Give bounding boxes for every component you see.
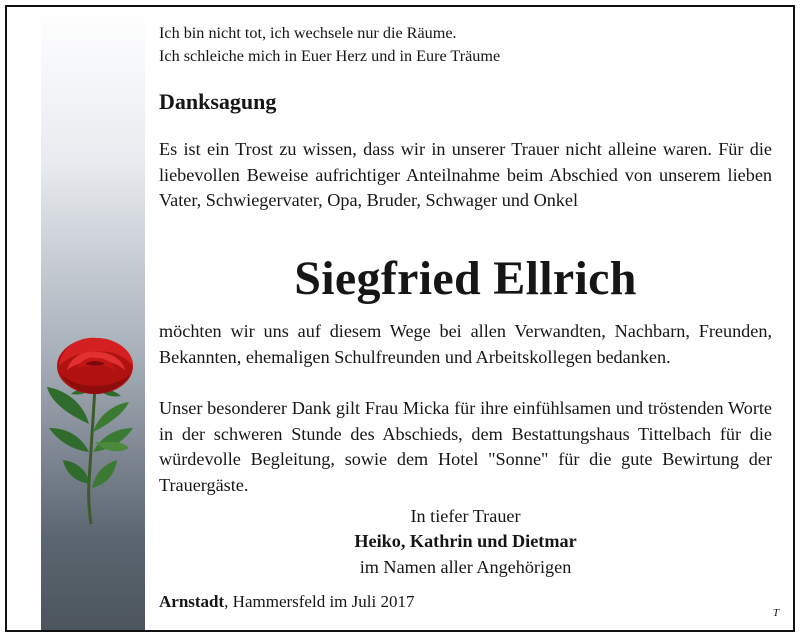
heading: Danksagung [159, 89, 277, 114]
motto-line-2: Ich schleiche mich in Euer Herz und in Eure Träume [159, 47, 501, 65]
motto [159, 22, 779, 68]
motto-line-1: Ich bin nicht tot, ich wechsele nur die Räume. [159, 24, 457, 42]
intro-paragraph: Es ist ein Trost zu wissen, dass wir in unserer Trauer nicht alleine waren. Für die liebevollen Beweise aufrichtiger Anteilnahme beim Abschied von unserem lieben Vater, Schwiegervater, Opa, Bruder, Schwager und Onkel [159, 139, 772, 210]
place-town: Arnstadt [159, 592, 225, 611]
place-date [159, 590, 414, 614]
corner-mark: T [772, 607, 779, 619]
signoff-names: Heiko, Kathrin und Dietmar [354, 531, 577, 551]
thanks-paragraph: möchten wir uns auf diesem Wege bei allen Verwandten, Nachbarn, Freunden, Bekannten, ehemaligen Schulfreunden und Arbeitskollegen bedanken. [159, 321, 772, 367]
rose-icon [37, 332, 159, 527]
deceased-name: Siegfried Ellrich [294, 252, 637, 305]
place-rest: , Hammersfeld im Juli 2017 [224, 592, 415, 611]
obituary-card [5, 5, 795, 632]
special-thanks-paragraph: Unser besonderer Dank gilt Frau Micka für ihre einfühlsamen und tröstenden Worte in der schweren Stunde des Abschieds, dem Bestattungshaus Tittelbach für die würdevolle Begleitung, sowie dem Hotel "Sonne" für die gute Bewirtung der Trauergäste. [159, 398, 772, 495]
signoff-line-3: im Namen aller Angehörigen [359, 557, 572, 577]
signoff-line-1: In tiefer Trauer [410, 506, 521, 526]
gradient-bar [41, 7, 145, 630]
